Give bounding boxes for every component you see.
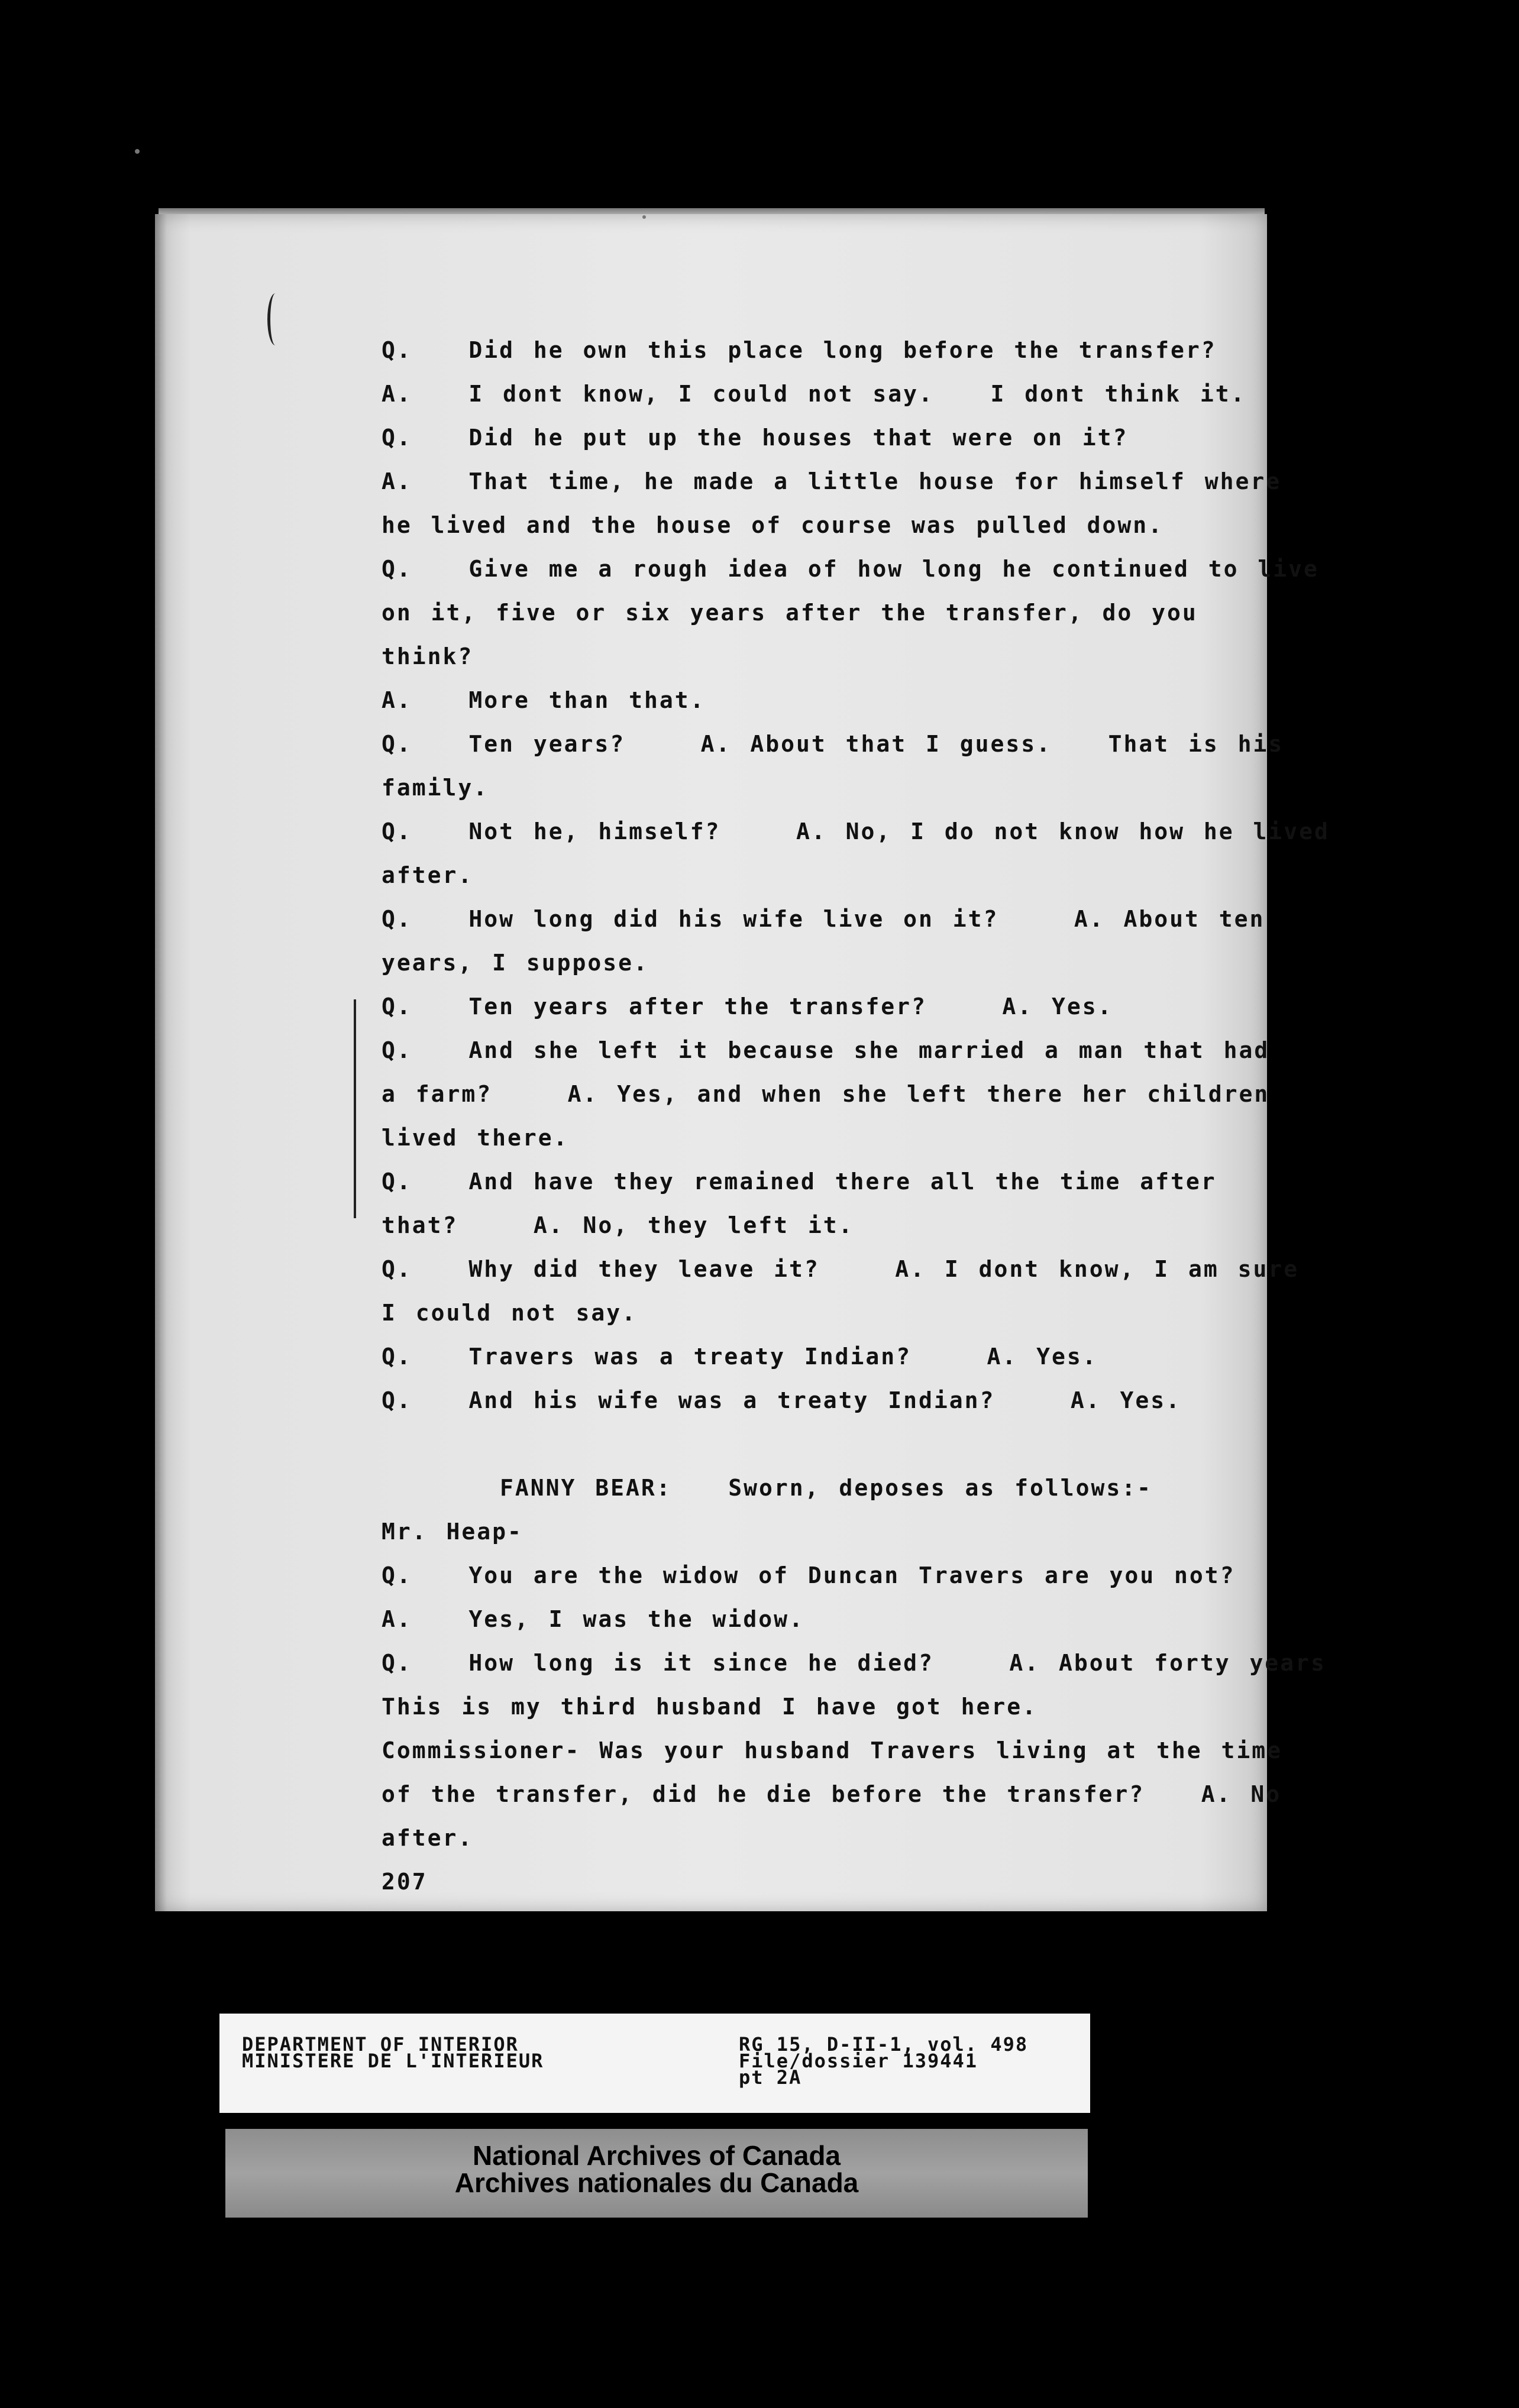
text-line: Q. And she left it because she married a man that had <box>382 1037 1270 1063</box>
text-line: Q. Give me a rough idea of how long he continued to live <box>382 556 1319 582</box>
file-reference <box>739 2033 1029 2089</box>
dust-speck <box>642 215 646 219</box>
part-number: pt 2A <box>739 2066 802 2089</box>
text-line: Q. Did he own this place long before the transfer? <box>382 337 1217 363</box>
text-line: Mr. Heap- <box>382 1519 523 1545</box>
text-line: that? A. No, they left it. <box>382 1212 854 1238</box>
text-line: a farm? A. Yes, and when she left there her children <box>382 1081 1270 1107</box>
file-number: File/dossier 139441 <box>739 2050 978 2072</box>
dust-speck <box>135 149 140 154</box>
text-line: he lived and the house of course was pulled down. <box>382 512 1164 538</box>
witness-heading: FANNY BEAR: Sworn, deposes as follows:- <box>500 1475 1152 1501</box>
text-line: family. <box>382 775 489 801</box>
margin-annotation-bar <box>354 999 356 1218</box>
text-line: of the transfer, did he die before the transfer? A. No <box>382 1781 1282 1807</box>
text-line: Q. And his wife was a treaty Indian? A. Yes. <box>382 1387 1182 1413</box>
margin-curl-mark <box>267 293 283 345</box>
text-line: Commissioner- Was your husband Travers living at the time <box>382 1737 1283 1763</box>
text-line: Q. How long did his wife live on it? A. About ten <box>382 906 1265 932</box>
text-line: Q. Not he, himself? A. No, I do not know how he lived <box>382 818 1330 844</box>
text-line: Q. And have they remained there all the time after <box>382 1169 1217 1195</box>
text-line: Q. Ten years after the transfer? A. Yes. <box>382 993 1113 1019</box>
text-line: A. Yes, I was the widow. <box>382 1606 804 1632</box>
text-line: after. <box>382 862 474 888</box>
text-line: think? <box>382 643 474 669</box>
text-line: Q. How long is it since he died? A. About forty years <box>382 1650 1326 1676</box>
department-name-en: DEPARTMENT OF INTERIOR <box>242 2033 519 2056</box>
text-line: lived there. <box>382 1125 569 1151</box>
department-name <box>242 2033 544 2072</box>
archives-name-fr: Archives nationales du Canada <box>454 2167 859 2198</box>
text-line: after. <box>382 1825 474 1851</box>
text-line: A. More than that. <box>382 687 706 713</box>
text-line: A. That time, he made a little house for himself where <box>382 468 1282 494</box>
department-name-fr: MINISTERE DE L'INTERIEUR <box>242 2050 544 2072</box>
text-line: Q. Ten years? A. About that I guess. That is his <box>382 731 1284 757</box>
record-group-ref: RG 15, D-II-1, vol. 498 <box>739 2033 1029 2056</box>
archive-reference-label <box>219 2014 1090 2113</box>
text-line: I could not say. <box>382 1300 638 1326</box>
page-number: 207 <box>382 1869 428 1895</box>
text-line: Q. Why did they leave it? A. I dont know, I am sure <box>382 1256 1300 1282</box>
typed-testimony <box>382 328 1330 1904</box>
text-line: Q. Travers was a treaty Indian? A. Yes. <box>382 1344 1098 1370</box>
text-line: This is my third husband I have got here. <box>382 1694 1038 1720</box>
text-line: years, I suppose. <box>382 950 649 976</box>
archives-name-en: National Archives of Canada <box>472 2140 841 2171</box>
text-line: Q. You are the widow of Duncan Travers are you not? <box>382 1562 1236 1588</box>
national-archives-banner <box>225 2129 1088 2218</box>
text-line: A. I dont know, I could not say. I dont think it. <box>382 381 1246 407</box>
blank-line <box>382 1422 1210 1466</box>
text-line: on it, five or six years after the transfer, do you <box>382 600 1198 626</box>
text-line: Q. Did he put up the houses that were on it? <box>382 425 1129 451</box>
